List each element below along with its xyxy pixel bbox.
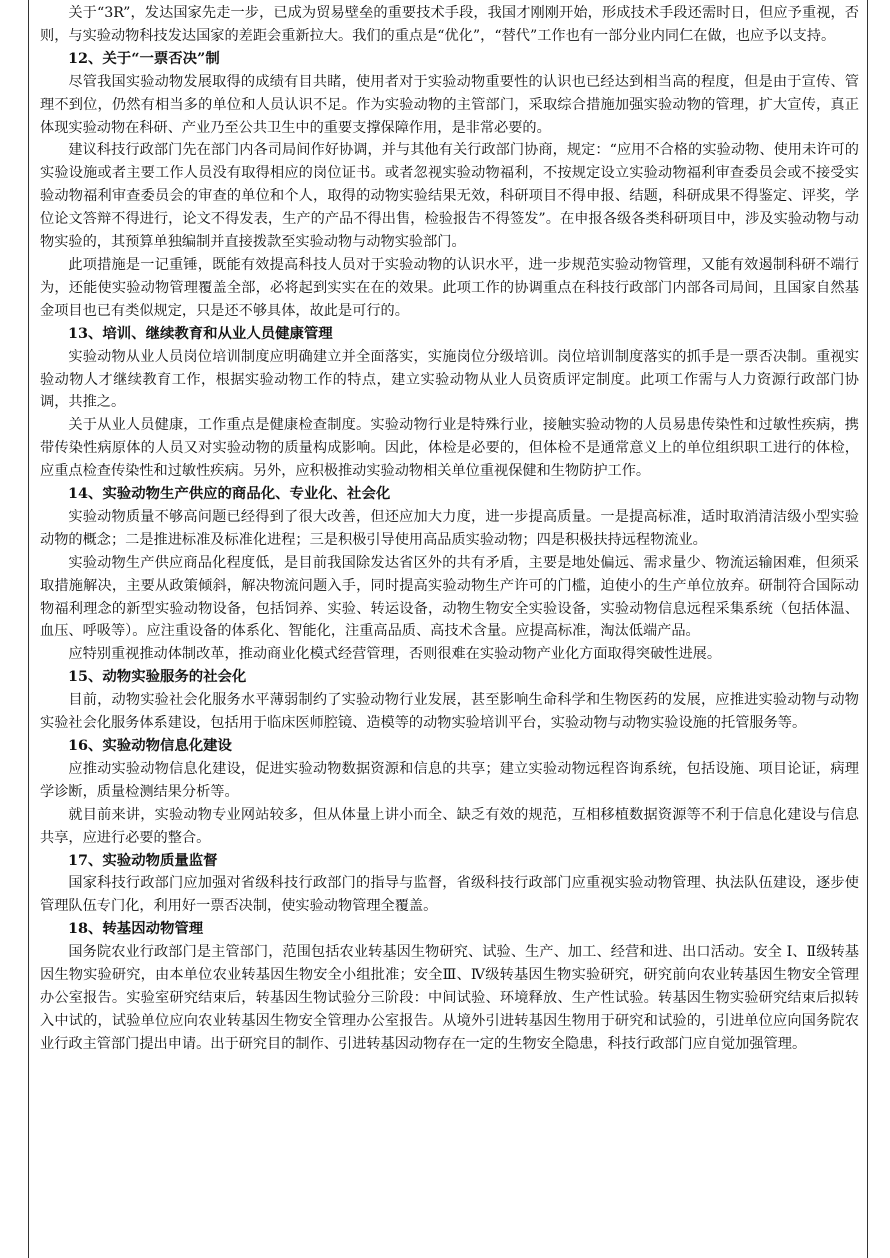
paragraph-3r: 关于“3R”，发达国家先走一步，已成为贸易壁垒的重要技术手段，我国才刚刚开始，形成技术手段还需时日，但应予重视，否则，与实验动物科技发达国家的差距会重新拉大。我们的重点是“优化”，“替代”工作也有一部分业内同仁在做，也应予以支持。 — [40, 5, 859, 44]
paragraph-14-3: 应特别重视推动体制改革，推动商业化模式经营管理，否则很难在实验动物产业化方面取得突破性进展。 — [68, 646, 722, 663]
heading-16: 16、实验动物信息化建设 — [68, 737, 232, 754]
heading-13: 13、培训、继续教育和从业人员健康管理 — [68, 324, 333, 342]
paragraph-12-2: 建议科技行政部门先在部门内各司局间作好协调，并与其他有关行政部门协商，规定：“应用不合格的实验动物、使用未许可的实验设施或者主要工作人员没有取得相应的岗位证书。或者忽视实验动物福利，不按规定设立实验动物福利审查委员会或不接受实验动物福利审查委员会的审查的单位和个人，取得的动物实验结果无效，科研项目不得申报、结题，科研成果不得鉴定、评奖，学位论文答辩不得进行，论文不得发表，生产的产品不得出售，检验报告不得签发”。在申报各级各类科研项目中，涉及实验动物与动物实验的，其预算单独编制并直接拨款至实验动物与动物实验部门。 — [40, 142, 859, 251]
paragraph-16-2: 就目前来讲，实验动物专业网站较多，但从体量上讲小而全、缺乏有效的规范，互相移植数据资源等不利于信息化建设与信息共享，应进行必要的整合。 — [40, 806, 859, 846]
heading-15: 15、动物实验服务的社会化 — [68, 668, 247, 686]
heading-17: 17、实验动物质量监督 — [68, 851, 218, 869]
paragraph-13-1: 实验动物从业人员岗位培训制度应明确建立并全面落实，实施岗位分级培训。岗位培训制度落实的抓手是一票否决制。重视实验动物人才继续教育工作，根据实验动物工作的特点，建立实验动物从业人员资质评定制度。此项工作需与人力资源行政部门协调，共推之。 — [40, 348, 859, 411]
heading-14: 14、实验动物生产供应的商品化、专业化、社会化 — [68, 485, 391, 503]
paragraph-14-1: 实验动物质量不够高问题已经得到了很大改善，但还应加大力度，进一步提高质量。一是提高标准，适时取消清洁级小型实验动物的概念；二是推进标准及标准化进程；三是积极引导使用高品质实验动物；四是积极扶持远程物流业。 — [40, 508, 859, 548]
heading-18: 18、转基因动物管理 — [68, 920, 204, 938]
paragraph-12-3: 此项措施是一记重锤，既能有效提高科技人员对于实验动物的认识水平，进一步规范实验动物管理，又能有效遏制科研不端行为，还能使实验动物管理覆盖全部，必将起到实实在在的效果。此项工作的协调重点在科技行政部门内部各司局间，且国家自然基金项目也已有类似规定，只是还不够具体，故此是可行的。 — [40, 256, 859, 319]
paragraph-16-1: 应推动实验动物信息化建设，促进实验动物数据资源和信息的共享；建立实验动物远程咨询系统，包括设施、项目论证，病理学诊断，质量检测结果分析等。 — [40, 760, 859, 800]
paragraph-17-1: 国家科技行政部门应加强对省级科技行政部门的指导与监督，省级科技行政部门应重视实验动物管理、执法队伍建设，逐步使管理队伍专门化，利用好一票否决制，使实验动物管理全覆盖。 — [40, 875, 859, 915]
document-page — [28, 0, 868, 1258]
paragraph-13-2: 关于从业人员健康，工作重点是健康检查制度。实验动物行业是特殊行业，接触实验动物的人员易患传染性和过敏性疾病，携带传染性病原体的人员又对实验动物的质量构成影响。因此，体检是必要的，但体检不是通常意义上的单位组织职工进行的体检，应重点检查传染性和过敏性疾病。另外，应积极推动实验动物相关单位重视保健和生物防护工作。 — [40, 417, 859, 480]
heading-12: 12、关于“一票否决”制 — [68, 49, 220, 67]
paragraph-18-1: 国务院农业行政部门是主管部门，范围包括农业转基因生物研究、试验、生产、加工、经营和进、出口活动。安全 Ⅰ、Ⅱ级转基因生物实验研究，由本单位农业转基因生物安全小组批准；安全Ⅲ、Ⅳ级转基因生物实验研究，研究前向农业转基因生物安全管理办公室报告。实验室研究结束后，转基因生物试验分三阶段：中间试验、环境释放、生产性试验。转基因生物实验研究结束后拟转入中试的，试验单位应向农业转基因生物安全管理办公室报告。从境外引进转基因生物用于研究和试验的，引进单位应向国务院农业行政主管部门提出申请。出于研究目的制作、引进转基因动物存在一定的生物安全隐患，科技行政部门应自觉加强管理。 — [40, 944, 859, 1052]
paragraph-14-2: 实验动物生产供应商品化程度低，是目前我国除发达省区外的共有矛盾，主要是地处偏远、需求量少、物流运输困难，但须采取措施解决，主要从政策倾斜，解决物流问题入手，同时提高实验动物生产许可的门槛，迫使小的生产单位放弃。研制符合国际动物福利理念的新型实验动物设备，包括饲养、实验、转运设备，动物生物安全实验设备，实验动物信息远程采集系统（包括体温、血压、呼吸等）。应注重设备的体系化、智能化，注重高品质、高技术含量。应提高标准，淘汰低端产品。 — [40, 554, 859, 640]
paragraph-15-1: 目前，动物实验社会化服务水平薄弱制约了实验动物行业发展，甚至影响生命科学和生物医药的发展，应推进实验动物与动物实验社会化服务体系建设，包括用于临床医师腔镜、造模等的动物实验培训平台，实验动物与动物实验设施的托管服务等。 — [40, 692, 859, 732]
paragraph-12-1: 尽管我国实验动物发展取得的成绩有目共睹，使用者对于实验动物重要性的认识也已经达到相当高的程度，但是由于宣传、管理不到位，仍然有相当多的单位和人员认识不足。作为实验动物的主管部门，采取综合措施加强实验动物的管理，扩大宣传，真正体现实验动物在科研、产业乃至公共卫生中的重要支撑保障作用，是非常必要的。 — [40, 73, 859, 136]
